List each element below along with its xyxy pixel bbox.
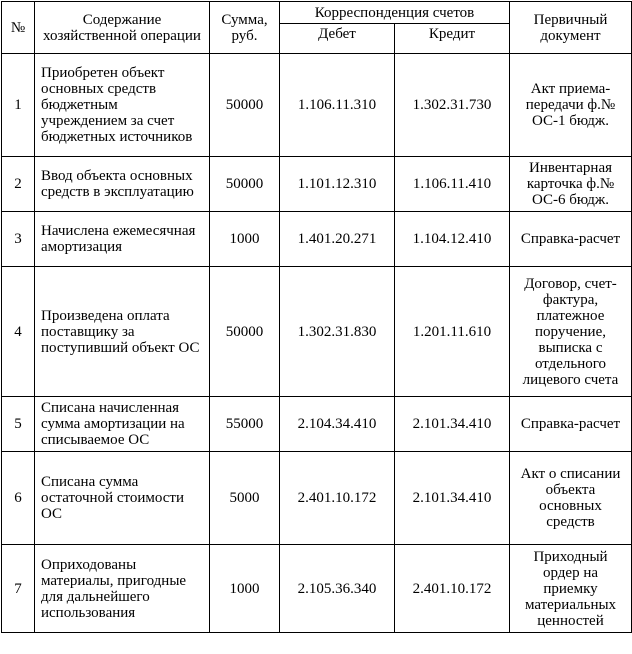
table-row xyxy=(2,54,632,157)
cell-credit: 1.201.11.610 xyxy=(395,267,510,397)
header-correspondence: Корреспонденция счетов xyxy=(280,2,510,24)
header-content: Содержание хозяйственной операции xyxy=(35,2,210,54)
cell-sum: 1000 xyxy=(210,545,280,633)
cell-num: 7 xyxy=(2,545,35,633)
header-debit: Дебет xyxy=(280,24,395,54)
cell-document: Договор, счет-фактура, платежное поручение, выписка с отдельного лицевого счета xyxy=(510,267,632,397)
cell-document: Инвентарная карточка ф.№ ОС-6 бюдж. xyxy=(510,157,632,212)
cell-num: 4 xyxy=(2,267,35,397)
cell-debit: 1.302.31.830 xyxy=(280,267,395,397)
table-row xyxy=(2,212,632,267)
cell-credit: 2.101.34.410 xyxy=(395,397,510,452)
table-row xyxy=(2,545,632,633)
cell-sum: 55000 xyxy=(210,397,280,452)
cell-document: Акт о списании объекта основных средств xyxy=(510,452,632,545)
operations-table xyxy=(1,1,632,633)
header-sum: Сумма, руб. xyxy=(210,2,280,54)
cell-content: Списана сумма остаточной стоимости ОС xyxy=(35,452,210,545)
cell-num: 2 xyxy=(2,157,35,212)
cell-content: Приобретен объект основных средств бюджетным учреждением за счет бюджетных источников xyxy=(35,54,210,157)
cell-debit: 1.101.12.310 xyxy=(280,157,395,212)
cell-document: Справка-расчет xyxy=(510,212,632,267)
table-row xyxy=(2,157,632,212)
cell-content: Оприходованы материалы, пригодные для дальнейшего использования xyxy=(35,545,210,633)
cell-num: 1 xyxy=(2,54,35,157)
cell-content: Произведена оплата поставщику за поступивший объект ОС xyxy=(35,267,210,397)
header-document: Первичный документ xyxy=(510,2,632,54)
cell-sum: 5000 xyxy=(210,452,280,545)
cell-sum: 1000 xyxy=(210,212,280,267)
cell-content: Списана начисленная сумма амортизации на списываемое ОС xyxy=(35,397,210,452)
cell-sum: 50000 xyxy=(210,267,280,397)
cell-sum: 50000 xyxy=(210,54,280,157)
cell-document: Приходный ордер на приемку материальных ценностей xyxy=(510,545,632,633)
table-body xyxy=(2,54,632,633)
cell-credit: 1.104.12.410 xyxy=(395,212,510,267)
cell-num: 5 xyxy=(2,397,35,452)
header-credit: Кредит xyxy=(395,24,510,54)
cell-sum: 50000 xyxy=(210,157,280,212)
table-header xyxy=(2,2,632,54)
cell-num: 6 xyxy=(2,452,35,545)
cell-content: Ввод объекта основных средств в эксплуатацию xyxy=(35,157,210,212)
cell-credit: 1.302.31.730 xyxy=(395,54,510,157)
cell-num: 3 xyxy=(2,212,35,267)
cell-credit: 1.106.11.410 xyxy=(395,157,510,212)
cell-debit: 2.401.10.172 xyxy=(280,452,395,545)
cell-debit: 2.105.36.340 xyxy=(280,545,395,633)
cell-debit: 1.106.11.310 xyxy=(280,54,395,157)
cell-document: Справка-расчет xyxy=(510,397,632,452)
header-num: № xyxy=(2,2,35,54)
table-row xyxy=(2,452,632,545)
cell-credit: 2.101.34.410 xyxy=(395,452,510,545)
cell-credit: 2.401.10.172 xyxy=(395,545,510,633)
table-row xyxy=(2,397,632,452)
cell-document: Акт приема-передачи ф.№ ОС-1 бюдж. xyxy=(510,54,632,157)
table-row xyxy=(2,267,632,397)
cell-content: Начислена ежемесячная амортизация xyxy=(35,212,210,267)
cell-debit: 2.104.34.410 xyxy=(280,397,395,452)
cell-debit: 1.401.20.271 xyxy=(280,212,395,267)
